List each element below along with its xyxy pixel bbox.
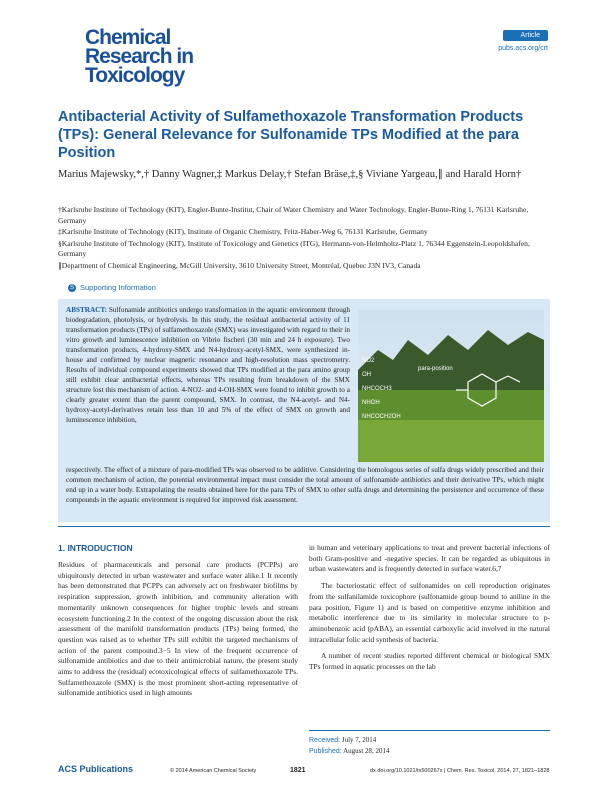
section-heading: 1. INTRODUCTION (58, 543, 133, 553)
info-icon: S (69, 285, 74, 292)
toc-graphic (358, 310, 544, 462)
published-label: Published: (309, 748, 342, 755)
copyright: © 2014 American Chemical Society (170, 768, 257, 774)
logo-line-3: Toxicology (85, 64, 185, 87)
paragraph: The bacteriostatic effect of sulfonamides on cell reproduction originates from the sulfanilamide toxicophore (sulfonamide group bound to aniline in the para position, Figure 1) and is based on competitive enzyme inhibition and metabolic interference due to its similarity in molecular structure to p-aminobenzoic acid (pABA), an essential carboxylic acid involved in the natural intracellular folic acid synthesis of bacteria. (309, 581, 550, 644)
toc-label: NHOH (362, 400, 380, 406)
affiliations (58, 205, 558, 272)
published-date: August 28, 2014 (343, 747, 390, 755)
doi-link[interactable]: dx.doi.org/10.1021/tx500267x | Chem. Res. Toxicol. 2014, 27, 1821−1828 (370, 768, 550, 774)
page-number: 1821 (290, 767, 306, 774)
article-badge: Article (503, 30, 548, 41)
abstract-body-1: Sulfonamide antibiotics undergo transformation in the aquatic environment through biodegradation, photolysis, or hydrolysis. In this study, the residual antibacterial activity of 11 transformation products (TPs) of sulfamethoxazole (SMX) was investigated with regard to their in vitro growth and luminescence inhibition on Vibrio fischeri (30 min and 24 h exposure). Two transformation products, 4-hydroxy-SMX and N4-hydroxy-acetyl-SMX, were synthesized in-house and confirmed by nuclear magnetic resonance and high-resolution mass spectrometry. Results of individual compound experiments showed that TPs modified at the para amino group still exhibit clear antibacterial effects, whereas TPs resulting from breakdown of the SMX structure lost this mechanism of action. 4-NO2- and 4-OH-SMX were found to inhibit growth to a clearly greater extent than the parent compound, SMX. In contrast, the N4-acetyl- and N4-hydroxy-acetyl-derivatives retain less than 10 and 5% of the effect of SMX on growth and luminescence inhibition, (66, 306, 350, 424)
logo-line-1: Chemical (85, 26, 171, 49)
toc-label: NO2 (362, 358, 375, 364)
publisher-logo: ACS Publications (58, 764, 134, 774)
author-list: Marius Majewsky,*,† Danny Wagner,‡ Markus Delay,† Stefan Bräse,‡,§ Viviane Yargeau,∥ and Harald Horn† (58, 169, 522, 180)
toc-label: NHCOCH3 (362, 386, 392, 392)
toc-label: OH (362, 372, 371, 378)
paragraph: Residues of pharmaceuticals and personal care products (PCPPs) are ubiquitously detected in urban wastewater and surface water alike.1 It recently has been demonstrated that PCPPs can adversely act on freshwater biofilms by respiration suppression, growth inhibition, and community alteration with momentarily unknown consequences for higher trophic levels and stream ecosystem functioning.2 In the context of the ongoing discussion about the risk assessment of the manifold transformation products (TPs) being formed, the question was raised as to whether TPs still exhibit the targeted mechanisms of action of the parent compound.3−5 In view of the frequent occurrence of sulfonamide antibiotics and due to their antimicrobial nature, the present study aims to address the (residual) ecotoxicological effects of sulfamethoxazole TPs. Sulfamethoxazole (SMX) is the most prominent short-acting representative of sulfonamide antibiotics used in high amounts (58, 560, 298, 698)
body-column-2 (309, 543, 550, 679)
affiliation: ∥Department of Chemical Engineering, McGill University, 3610 University Street, Montréal, Quebec J3N IV3, Canada (58, 260, 421, 270)
logo-line-2: Research in (85, 45, 194, 68)
article-title: Antibacterial Activity of Sulfamethoxazole Transformation Products (TPs): General Relevance for Sulfonamide TPs Modified at the para Position (58, 109, 524, 161)
toc-label: NHCOCH2OH (362, 414, 401, 420)
abstract-label: ABSTRACT: (66, 306, 108, 314)
journal-logo (85, 28, 193, 85)
toc-center-label: para-position (418, 366, 453, 372)
paragraph: A number of recent studies reported different chemical or biological SMX TPs formed in aquatic processes on the lab (309, 651, 550, 672)
article-dates (309, 730, 550, 757)
divider (58, 526, 550, 527)
affiliation: ‡Karlsruhe Institute of Technology (KIT), Institute of Organic Chemistry, Fritz-Haber-Weg 6, 76131 Karlsruhe, Germany (58, 227, 428, 236)
body-column-1 (58, 560, 298, 705)
received-label: Received: (309, 737, 341, 744)
abstract-body-2: respectively. The effect of a mixture of para-modified TPs was observed to be additive. Considering the homologous series of sulfa drugs widely prescribed and their common mechanism of action, the potential environmental impact must consider the total amount of sulfonamide antibiotics and their derivative TPs, which might end up in a water body. Extrapolating the results obtained here for the para TPs of SMX to other sulfa drugs and determining the persistence and occurrence of these compounds in the aquatic environment is required for improved risk assessment. (66, 466, 544, 504)
abstract-text-1 (66, 305, 350, 425)
paragraph: in human and veterinary applications to treat and prevent bacterial infections of both Gram-positive and -negative species. It can be regarded as ubiquitous in urban wastewaters and is frequently detected in surface water.6,7 (309, 543, 550, 574)
supporting-info-link[interactable] (68, 283, 156, 292)
affiliation: §Karlsruhe Institute of Technology (KIT), Institute of Toxicology and Genetics (ITG), Hermann-von-Helmholtz-Platz 1, 76344 Eggenstein-Leopoldshafen, Germany (58, 238, 530, 258)
affiliation: †Karlsruhe Institute of Technology (KIT), Engler-Bunte-Institut, Chair of Water Chemistry and Water Technology, Engler-Bunte-Ring 1, 76131 Karlsruhe, Germany (58, 205, 529, 225)
supporting-info-label: Supporting Information (80, 283, 156, 292)
journal-url[interactable]: pubs.acs.org/crt (498, 45, 548, 52)
received-date: July 7, 2014 (341, 736, 377, 744)
